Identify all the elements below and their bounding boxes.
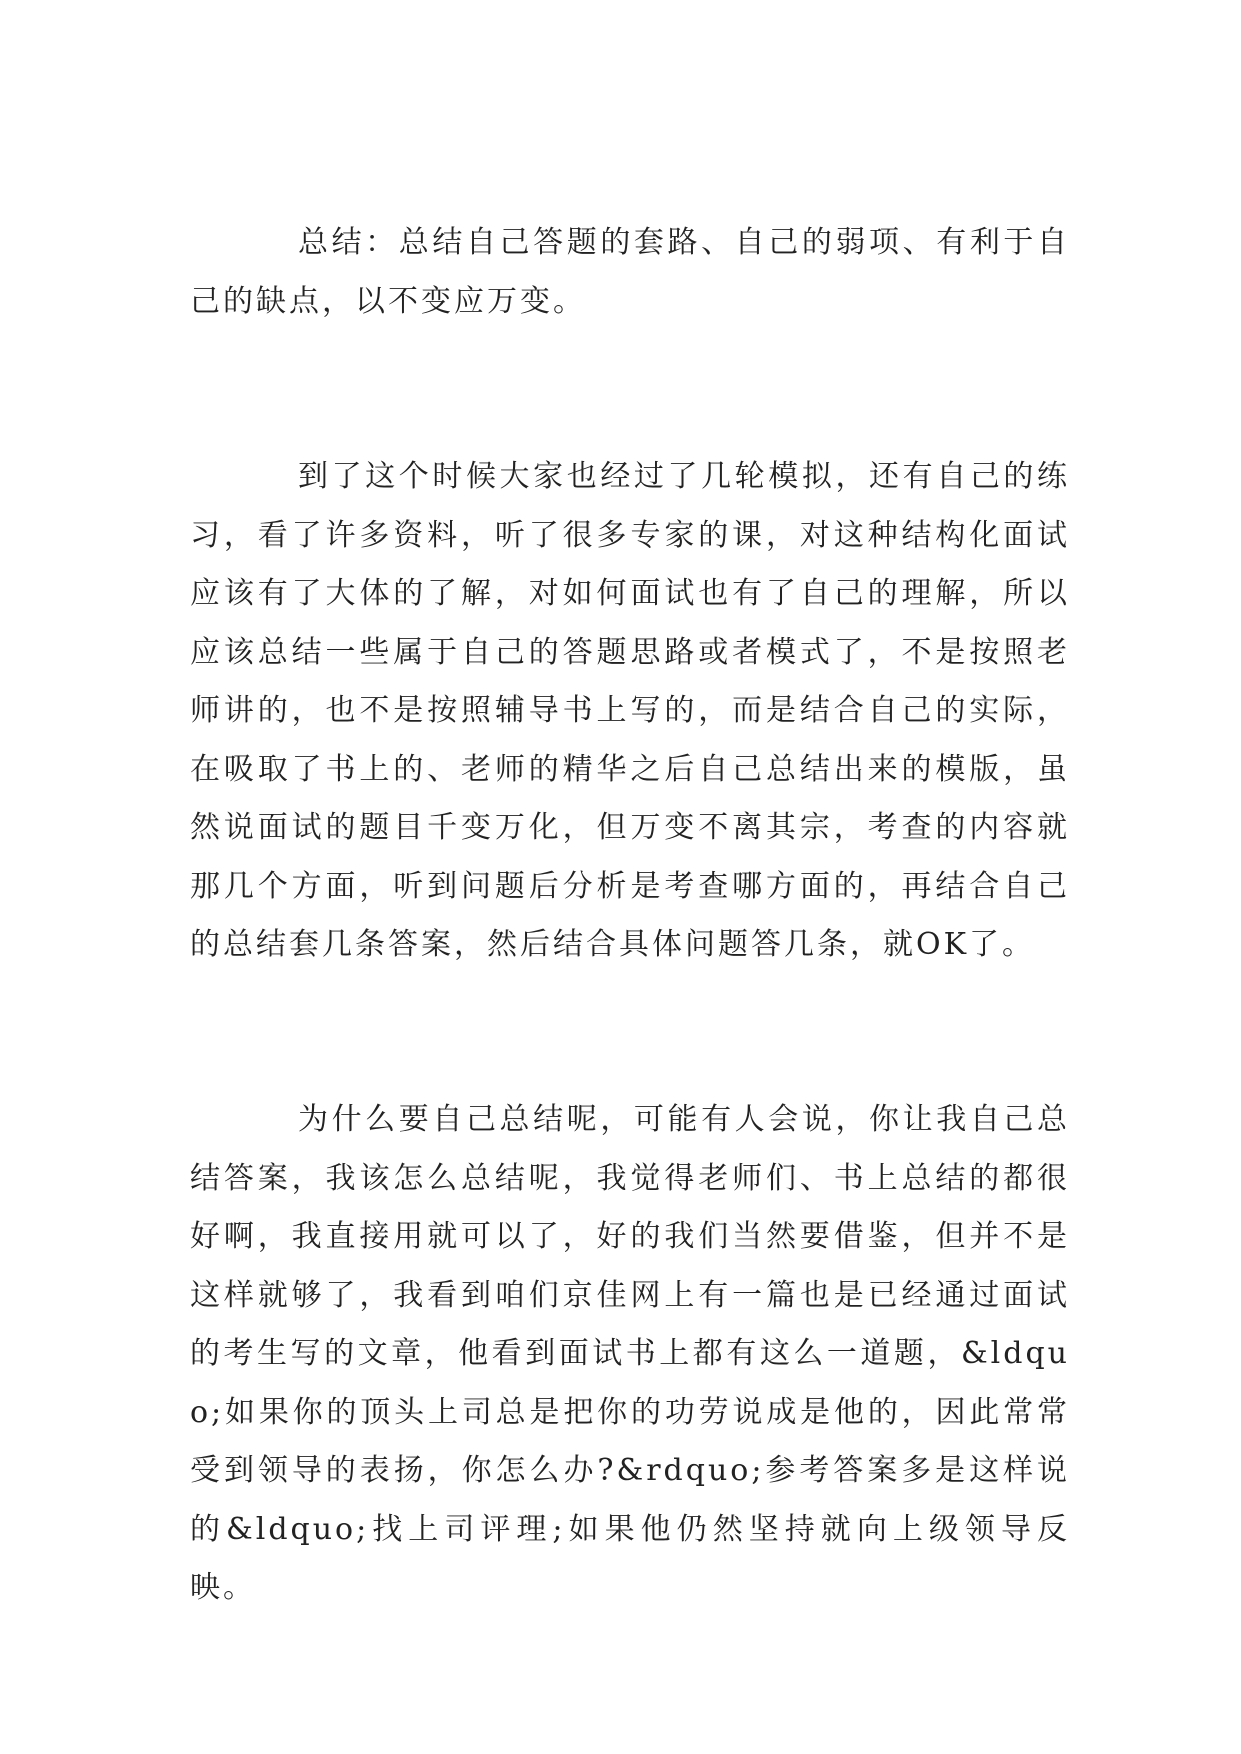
paragraph-why-summarize: 为什么要自己总结呢，可能有人会说，你让我自己总结答案，我该怎么总结呢，我觉得老师们、书上总结的都很好啊，我直接用就可以了，好的我们当然要借鉴，但并不是这样就够了，我看到咱们京佳网上有一篇也是已经通过面试的考生写的文章，他看到面试书上都有这么一道题，&ldquo;如果你的顶头上司总是把你的功劳说成是他的，因此常常受到领导的表扬，你怎么办?&rdquo;参考答案多是这样说的&ldquo;找上司评理;如果他仍然坚持就向上级领导反映。 xyxy=(190,1102,1070,1605)
paragraph-summary: 总结：总结自己答题的套路、自己的弱项、有利于自己的缺点，以不变应万变。 xyxy=(190,225,1070,319)
paragraph-own-answer-mode: 到了这个时候大家也经过了几轮模拟，还有自己的练习，看了许多资料，听了很多专家的课，对这种结构化面试应该有了大体的了解，对如何面试也有了自己的理解，所以应该总结一些属于自己的答题思路或者模式了，不是按照老师讲的，也不是按照辅导书上写的，而是结合自己的实际，在吸取了书上的、老师的精华之后自己总结出来的模版，虽然说面试的题目千变万化，但万变不离其宗，考查的内容就那几个方面，听到问题后分析是考查哪方面的，再结合自己的总结套几条答案，然后结合具体问题答几条，就OK了。 xyxy=(190,459,1070,962)
